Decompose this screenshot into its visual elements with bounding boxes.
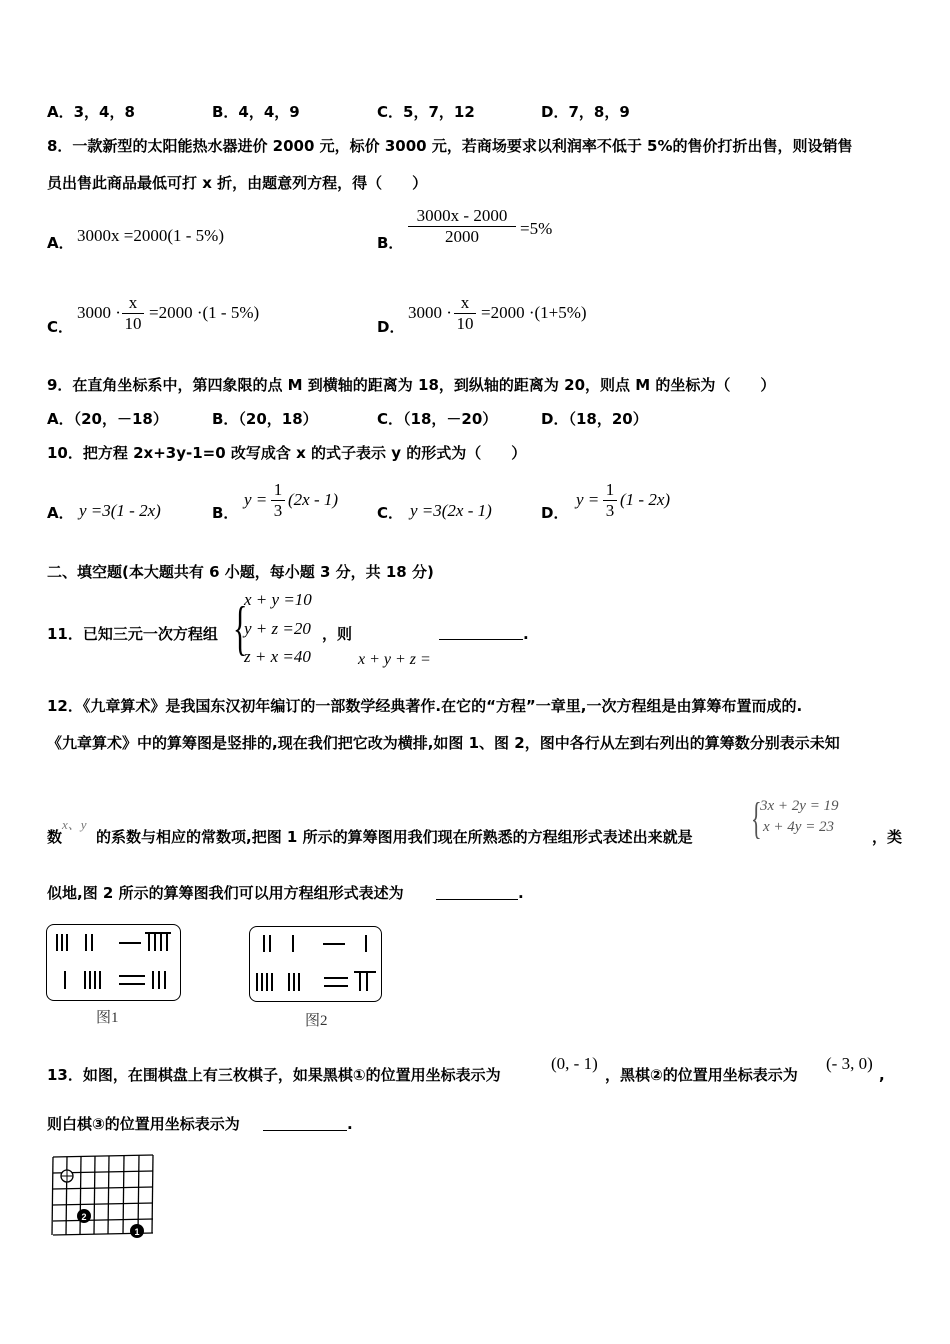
q8-c-fraction: [122, 293, 144, 334]
rod: [266, 973, 268, 991]
q8-b-rhs: =5%: [520, 219, 553, 238]
q8-a-expr: 3000x =2000(1 - 5%): [77, 226, 224, 245]
q10-d-denominator: 3: [605, 501, 615, 520]
q13-line2-end: .: [347, 1115, 353, 1133]
q9-option-d: D．（18，20）: [541, 410, 648, 428]
rod: [354, 971, 376, 973]
rod: [148, 934, 150, 951]
board-line: [138, 1155, 139, 1233]
rod: [263, 935, 265, 952]
q12-sys-eq2: x + 4y = 23: [763, 819, 835, 835]
rod: [324, 985, 348, 987]
q7-option-d: D．7，8，9: [541, 103, 630, 121]
board-line: [53, 1155, 153, 1157]
board-line: [152, 1155, 153, 1233]
q10-c-label: C．: [377, 504, 404, 522]
rod: [119, 942, 141, 944]
q12-line1: 12．《九章算术》是我国东汉初年编订的一部数学经典著作.在它的“方程”一章里,一次方程组是由算筹布置而成的.: [47, 697, 803, 715]
q8-d-fraction: [454, 293, 476, 334]
rod: [261, 973, 263, 991]
q8-d-denominator: 10: [456, 314, 474, 333]
q11-eq3: z + x =40: [244, 647, 311, 666]
q11-eq1: x + y =10: [244, 590, 312, 609]
black-stone-1-label: 1: [134, 1227, 140, 1237]
q11-expr: x + y + z =: [358, 651, 431, 668]
q10-a-label: A．: [47, 504, 74, 522]
rod: [84, 971, 86, 989]
q8-c-rhs: =2000 ·(1 - 5%): [149, 303, 260, 322]
q11-answer-blank: [439, 639, 523, 640]
q8-d-left: 3000 ·: [408, 303, 452, 322]
rod: [293, 973, 295, 991]
q13-line1-c: ,: [879, 1066, 885, 1084]
q8-b-fraction: [408, 206, 516, 247]
q12-sys-eq1: 3x + 2y = 19: [760, 798, 839, 814]
board-line: [66, 1157, 67, 1235]
rod: [56, 934, 58, 951]
q8-d-numerator: x: [454, 293, 476, 314]
q11-then: ，则: [322, 625, 353, 643]
board-line: [52, 1157, 53, 1235]
q10-d-left: y =: [576, 490, 600, 509]
q10-d-label: D．: [541, 504, 569, 522]
q10-c-expr: y =3(2x - 1): [410, 501, 492, 520]
q7-option-c: C．5，7，12: [377, 103, 475, 121]
figure1-rod-diagram: [46, 924, 181, 1001]
rod: [323, 943, 345, 945]
rod: [160, 934, 162, 951]
q8-d-label: D．: [377, 318, 405, 336]
q10-d-rhs: (1 - 2x): [620, 490, 671, 509]
q10-b-label: B．: [212, 504, 239, 522]
q10-b-fraction: [271, 480, 285, 521]
rod: [164, 971, 166, 989]
rod: [152, 971, 154, 989]
q12-line3-a: 数: [47, 828, 63, 846]
figure2-caption: 图2: [305, 1013, 328, 1029]
rod: [91, 934, 93, 951]
rod: [288, 973, 290, 991]
q8-b-numerator: 3000x - 2000: [408, 206, 516, 227]
q11-brace: {: [233, 595, 248, 661]
q10-b-numerator: 1: [271, 480, 285, 501]
q8-d-rhs: =2000 ·(1+5%): [481, 303, 587, 322]
rod: [119, 975, 145, 977]
rod: [61, 934, 63, 951]
board-line: [94, 1156, 95, 1234]
q8-a-label: A．: [47, 234, 74, 252]
rod: [366, 973, 368, 991]
rod: [94, 971, 96, 989]
q11-stem: 11．已知三元一次方程组: [47, 625, 218, 643]
rod: [66, 934, 68, 951]
q10-stem: 10．把方程 2x+3y-1=0 改写成含 x 的式子表示 y 的形式为（ ）: [47, 444, 527, 462]
rod: [324, 977, 348, 979]
rod: [89, 971, 91, 989]
q8-stem-line1: 8．一款新型的太阳能热水器进价 2000 元，标价 3000 元，若商场要求以利润率不低于 5%的售价打折出售，则设销售: [47, 137, 853, 155]
q12-line3-c: ，类: [872, 828, 903, 846]
q13-coord1: (0, - 1): [551, 1054, 598, 1073]
q8-c-label: C．: [47, 318, 74, 336]
rod: [359, 973, 361, 991]
rod: [292, 935, 294, 952]
rod: [365, 935, 367, 952]
black-stone-2-label: 2: [81, 1212, 87, 1222]
q10-b-denominator: 3: [273, 501, 283, 520]
section2-title: 二、填空题(本大题共有 6 小题，每小题 3 分，共 18 分): [47, 563, 434, 581]
q10-d-numerator: 1: [603, 480, 617, 501]
q12-line2: 《九章算术》中的算筹图是竖排的,现在我们把它改为横排,如图 1、图 2，图中各行从左到右列出的算筹数分别表示未知: [47, 734, 840, 752]
q11-eq2: y + z =20: [244, 619, 311, 638]
q9-stem: 9．在直角坐标系中，第四象限的点 M 到横轴的距离为 18，到纵轴的距离为 20，则点 M 的坐标为（ ）: [47, 376, 776, 394]
q12-line4-end: .: [518, 884, 524, 902]
board-line: [80, 1157, 81, 1235]
q12-line3-b: 的系数与相应的常数项,把图 1 所示的算筹图用我们现在所熟悉的方程组形式表述出来就是: [96, 828, 693, 846]
go-board-diagram: [45, 1152, 160, 1242]
rod: [256, 973, 258, 991]
q9-option-b: B．（20，18）: [212, 410, 318, 428]
q8-c-numerator: x: [122, 293, 144, 314]
q12-vars: x、y: [62, 817, 87, 832]
rod: [154, 934, 156, 951]
q11-end: .: [523, 625, 529, 643]
q10-b-left: y =: [244, 490, 268, 509]
q7-option-a: A．3，4，8: [47, 103, 135, 121]
q8-stem-line2: 员出售此商品最低可打 x 折，由题意列方程，得（ ）: [47, 174, 428, 192]
q8-b-label: B．: [377, 234, 404, 252]
q10-d-fraction: [603, 480, 617, 521]
rod: [64, 971, 66, 989]
q13-line2: 则白棋③的位置用坐标表示为: [47, 1115, 240, 1133]
rod: [85, 934, 87, 951]
figure1-caption: 图1: [96, 1010, 119, 1026]
q12-system-brace: {: [751, 794, 762, 843]
board-line: [123, 1156, 124, 1234]
q8-b-denominator: 2000: [445, 227, 479, 246]
q12-line4: 似地,图 2 所示的算筹图我们可以用方程组形式表述为: [47, 884, 404, 902]
q13-line1-a: 13．如图，在围棋盘上有三枚棋子，如果黑棋①的位置用坐标表示为: [47, 1066, 501, 1084]
rod: [99, 971, 101, 989]
q13-answer-blank: [263, 1130, 347, 1131]
q10-b-rhs: (2x - 1): [288, 490, 339, 509]
rod: [119, 983, 145, 985]
q8-c-left: 3000 ·: [77, 303, 121, 322]
rod: [271, 973, 273, 991]
q7-option-b: B．4，4，9: [212, 103, 300, 121]
q10-a-expr: y =3(1 - 2x): [79, 501, 161, 520]
rod: [158, 971, 160, 989]
q13-line1-b: ，黑棋②的位置用坐标表示为: [605, 1066, 798, 1084]
rod: [269, 935, 271, 952]
q8-c-denominator: 10: [124, 314, 142, 333]
q13-coord2: (- 3, 0): [826, 1054, 873, 1073]
q12-answer-blank: [436, 899, 518, 900]
q9-option-a: A．（20，－18）: [47, 410, 168, 428]
q9-option-c: C．（18，－20）: [377, 410, 498, 428]
figure2-rod-diagram: [249, 926, 382, 1002]
rod: [166, 934, 168, 951]
board-line: [108, 1156, 109, 1234]
rod: [298, 973, 300, 991]
